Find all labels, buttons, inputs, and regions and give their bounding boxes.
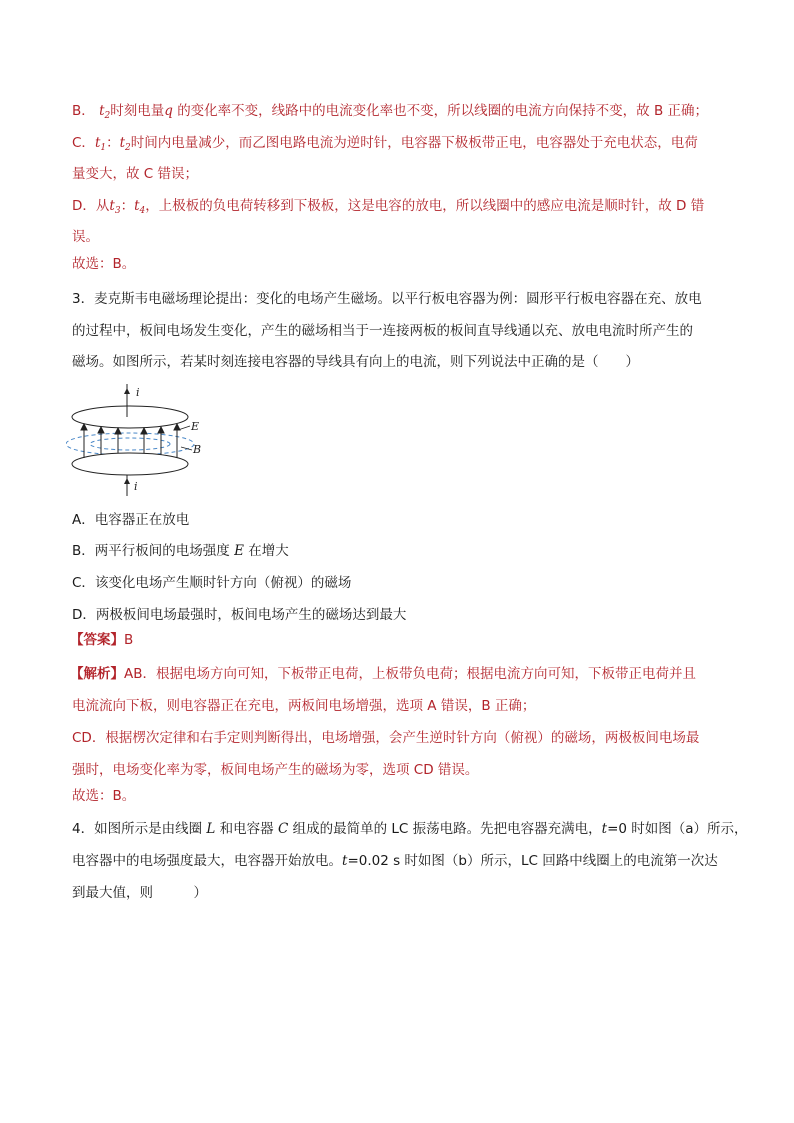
answer-tag: 【答案】 [70,632,124,648]
question-3-line1 [72,289,702,309]
option-prefix: B． [72,543,95,559]
q3-option-c [72,573,351,593]
answer-value: B [124,632,134,648]
analysis-option-c-line1 [72,133,698,158]
q3-analysis-ab-line1 [70,664,696,684]
label-e-leader [178,426,190,430]
text-segment: 的变化率不变，线路中的电流变化率也不变，所以线圈的电流方向保持不变，故 B 正确； [177,103,709,119]
var-t: t [119,135,126,151]
option-text: 在增大 [243,543,289,559]
question-3-line2: 的过程中，板间电场发生变化，产生的磁场相当于一连接两板的板间直导线通以充、放电电流时所产生的 [72,323,693,339]
text-segment: 电容器中的电场强度最大，电容器开始放电。 [72,853,342,869]
analysis-option-b [72,101,708,126]
var-c: C [277,821,289,837]
question-number: 3 [72,291,81,307]
q3-analysis-ab-line2: 电流流向下板，则电容器正在充电，两板间电场增强，选项 A 错误，B 正确； [72,698,536,714]
var-subscript: 2 [125,143,131,153]
question-4-line3: 到最大值，则 ） [72,885,207,901]
var-t: t [109,198,115,214]
analysis-option-d-line2: 误。 [72,229,99,245]
var-t: t [94,135,101,151]
option-prefix: D． [72,607,96,623]
option-text: 两极板间电场最强时，板间电场产生的磁场达到最大 [95,607,407,623]
option-prefix: C． [72,575,95,591]
label-b: B [193,443,202,456]
text-segment: ．如图所示是由线圈 [80,821,207,837]
q3-option-b [72,541,289,561]
label-e: E [191,420,200,433]
option-prefix: B． [72,103,95,119]
option-text: 该变化电场产生顺时针方向（俯视）的磁场 [94,575,352,591]
text-segment: ： [120,198,135,214]
var-t: t [134,198,140,214]
option-text: 电容器正在放电 [94,512,190,528]
option-text: 两平行板间的电场强度 [94,543,235,559]
analysis-tag: 【解析】 [70,666,124,682]
var-t: t [342,853,348,869]
magnetic-field-loop-outer [66,433,194,455]
text-segment: 时间内电量减少，而乙图电路电流为逆时针，电容器下极板带正电，电容器处于充电状态，电荷 [130,135,698,151]
text-segment: ，上极板的负电荷转移到下极板，这是电容的放电，所以线圈中的感应电流是顺时针，故 D 错 [145,198,705,214]
var-subscript: 2 [104,111,111,121]
q3-choice: 故选：B。 [72,788,136,804]
magnetic-field-loop-inner [90,438,170,450]
question-4-line1 [72,819,748,839]
text-segment: =0.02 s 时如图（b）所示，LC 回路中线圈上的电流第一次达 [347,853,718,869]
var-e: E [234,543,244,559]
text-segment: ： [106,135,120,151]
var-t: t [99,103,105,119]
var-l: L [206,821,216,837]
text-segment: AB．根据电场方向可知，下板带正电荷，上板带负电荷；根据电流方向可知，下板带正电荷并且 [124,666,696,682]
top-plate [72,406,188,428]
text-segment: ．麦克斯韦电磁场理论提出：变化的电场产生磁场。以平行板电容器为例：圆形平行板电容器在充、放电 [80,291,702,307]
var-subscript: 4 [139,206,146,216]
option-prefix: A． [72,512,95,528]
q3-analysis-cd-line2: 强时，电场变化率为零，板间电场产生的磁场为零，选项 CD 错误。 [72,762,479,778]
option-prefix: D．从 [72,198,110,214]
bottom-plate [72,453,188,475]
capacitor-figure [66,384,216,496]
analysis-option-d-line1 [72,196,704,221]
bottom-current-arrow [124,478,130,484]
analysis-option-c-line2: 量变大，故 C 错误； [72,166,199,182]
var-subscript: 3 [114,206,121,216]
q3-option-a [72,510,189,530]
text-segment: 和电容器 [215,821,278,837]
top-current-arrow [124,388,130,394]
var-subscript: 1 [100,143,107,153]
previous-choice: 故选：B。 [72,256,136,272]
question-number: 4 [72,821,81,837]
text-segment: 时刻电量 [110,103,165,119]
text-segment: 组成的最简单的 LC 振荡电路。先把电容器充满电， [288,821,602,837]
question-3-line3: 磁场。如图所示，若某时刻连接电容器的导线具有向上的电流，则下列说法中正确的是（ ） [72,354,639,370]
label-i-top: i [136,386,140,399]
question-4-line2 [72,851,718,871]
q3-option-d [72,605,406,625]
label-i-bottom: i [134,480,138,493]
var-t: t [601,821,608,837]
q3-analysis-cd-line1: CD．根据楞次定律和右手定则判断得出，电场增强，会产生逆时针方向（俯视）的磁场，两极板间电场最 [72,730,700,746]
var-q: q [164,103,173,119]
text-segment: =0 时如图（a）所示， [607,821,748,837]
q3-answer [70,630,133,650]
option-prefix: C． [72,135,95,151]
